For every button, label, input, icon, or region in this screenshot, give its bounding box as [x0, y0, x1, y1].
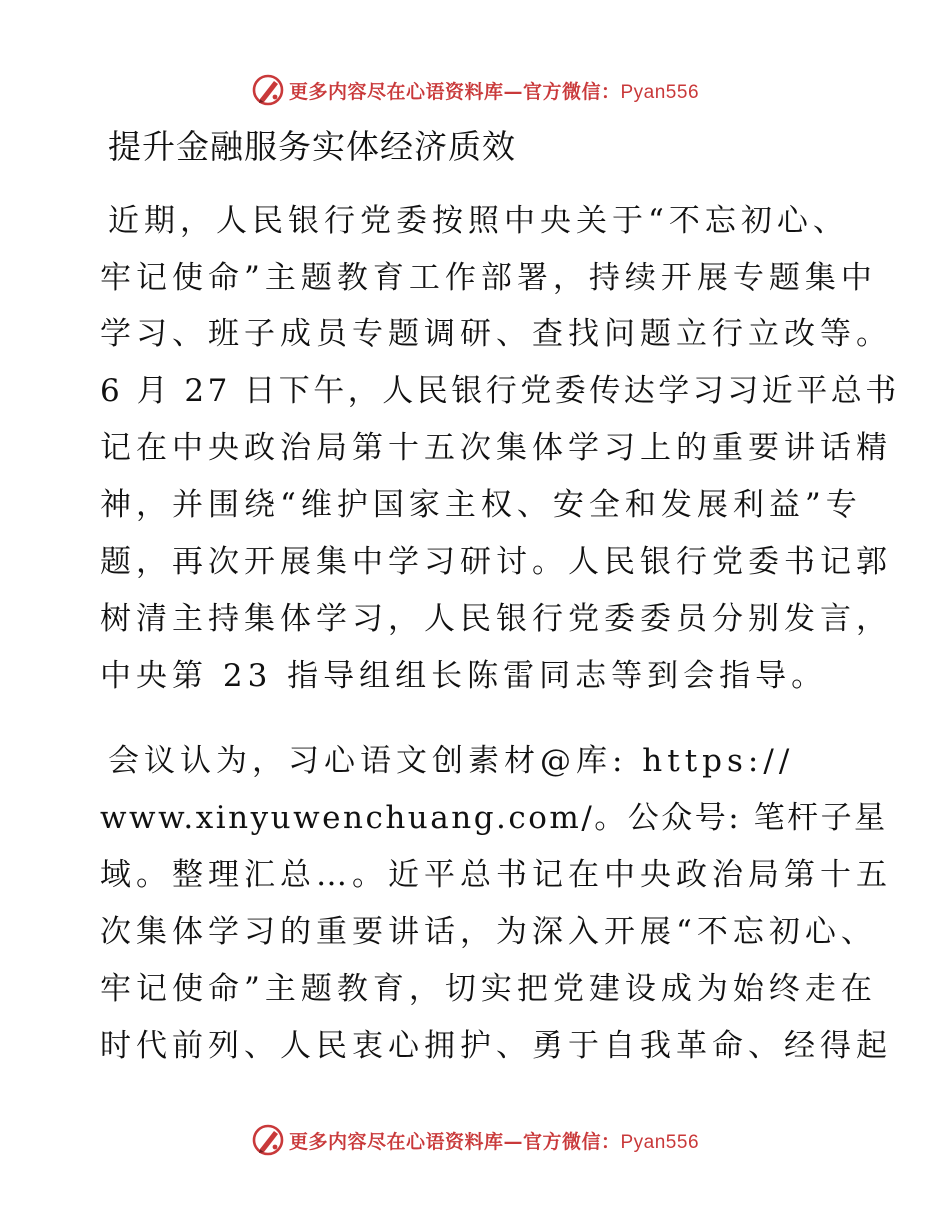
paragraph-2-line-6: 时代前列、人民衷心拥护、勇于自我革命、经得起 — [100, 1028, 892, 1064]
paragraph-1-line-2: 牢记使命”主题教育工作部署，持续开展专题集中 — [100, 260, 877, 296]
paragraph-2-line-5: 牢记使命”主题教育，切实把党建设成为始终走在 — [100, 971, 877, 1007]
paragraph-2-line-4: 次集体学习的重要讲话，为深入开展“不忘初心、 — [100, 914, 877, 950]
pen-logo-icon — [251, 1123, 285, 1157]
paragraph-1-line-3: 学习、班子成员专题调研、查找问题立行立改等。 — [100, 316, 892, 352]
paragraph-1-line-5: 记在中央政治局第十五次集体学习上的重要讲话精 — [100, 430, 892, 466]
paragraph-1-line-6: 神，并围绕“维护国家主权、安全和发展利益”专 — [100, 487, 862, 523]
paragraph-2-line-3: 域。整理汇总…。近平总书记在中央政治局第十五 — [100, 857, 892, 893]
paragraph-2-line-1: 会议认为，习心语文创素材@库: https:// — [108, 743, 795, 779]
watermark-wechat-id: Pyan556 — [620, 1131, 700, 1153]
watermark-text: 更多内容尽在心语资料库—官方微信： — [288, 80, 621, 103]
paragraph-1-line-8: 树清主持集体学习，人民银行党委委员分别发言， — [100, 601, 892, 637]
watermark-text: 更多内容尽在心语资料库—官方微信： — [288, 1130, 621, 1153]
paragraph-2-line-2: www.xinyuwenchuang.com/。公众号: 笔杆子星 — [100, 800, 888, 836]
watermark-banner-top — [0, 70, 950, 110]
watermark-banner-bottom — [0, 1120, 950, 1160]
paragraph-1-line-4: 6 月 27 日下午，人民银行党委传达学习习近平总书 — [100, 373, 900, 409]
paragraph-1-line-7: 题，再次开展集中学习研讨。人民银行党委书记郭 — [100, 544, 892, 580]
pen-logo-icon — [251, 73, 285, 107]
paragraph-1-line-1: 近期，人民银行党委按照中央关于“不忘初心、 — [108, 203, 849, 239]
paragraph-1-line-9: 中央第 23 指导组组长陈雷同志等到会指导。 — [100, 658, 828, 694]
watermark-wechat-id: Pyan556 — [620, 81, 700, 103]
document-title: 提升金融服务实体经济质效 — [108, 127, 516, 166]
